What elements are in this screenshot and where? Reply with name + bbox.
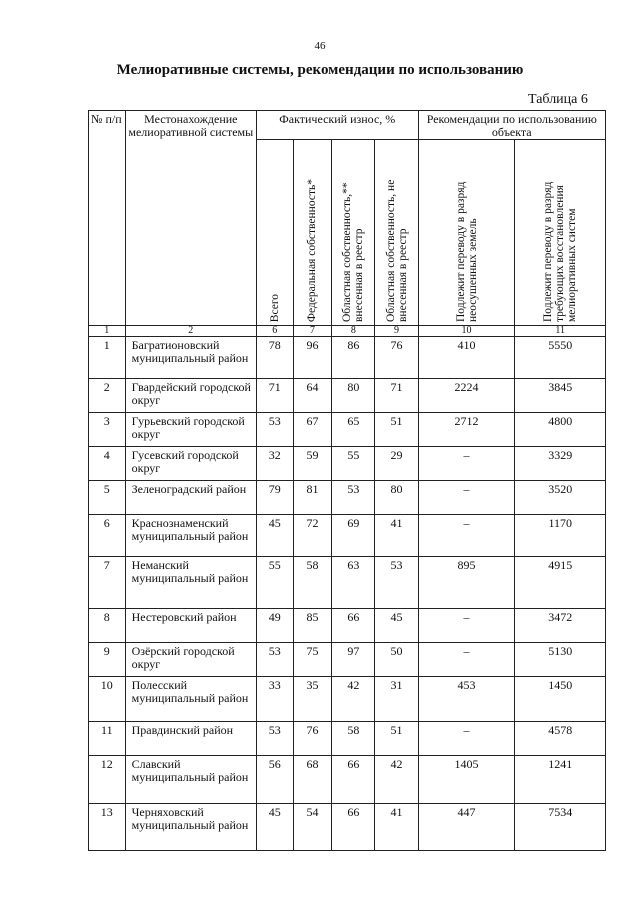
wear-regional-registered: 63 [332,557,375,609]
rec-undrained: – [418,515,515,557]
wear-regional-unregistered: 31 [375,677,418,722]
table-row [89,413,606,447]
row-number: 12 [89,756,126,804]
wear-regional-registered: 86 [332,337,375,379]
rec-undrained: – [418,643,515,677]
rec-undrained: 410 [418,337,515,379]
table-label: Таблица 6 [528,92,588,107]
rec-undrained: 2712 [418,413,515,447]
wear-regional-unregistered: 29 [375,447,418,481]
rec-restore: 3329 [515,447,606,481]
wear-regional-registered: 55 [332,447,375,481]
wear-regional-unregistered: 42 [375,756,418,804]
wear-regional-unregistered: 50 [375,643,418,677]
header-rec-restore-label: Подлежит переводу в разряд требующих восстановления мелиоративных систем [542,181,579,322]
wear-regional-unregistered: 51 [375,413,418,447]
wear-regional-unregistered: 41 [375,804,418,851]
header-federal-label: Федеральная собственность* [306,178,319,322]
wear-regional-unregistered: 80 [375,481,418,515]
page-title: Мелиоративные системы, рекомендации по использованию [116,62,524,78]
district-name: Краснознаменский муниципальный район [125,515,256,557]
table-row [89,677,606,722]
district-name: Славский муниципальный район [125,756,256,804]
district-name: Черняховский муниципальный район [125,804,256,851]
wear-total: 33 [257,677,294,722]
wear-federal: 85 [293,609,332,643]
wear-regional-registered: 66 [332,756,375,804]
wear-regional-registered: 97 [332,643,375,677]
table-row [89,804,606,851]
header-wear-group: Фактический износ, % [257,111,419,140]
wear-regional-registered: 53 [332,481,375,515]
row-number: 10 [89,677,126,722]
wear-federal: 64 [293,379,332,413]
wear-total: 32 [257,447,294,481]
wear-federal: 67 [293,413,332,447]
rec-restore: 4578 [515,722,606,756]
table-row [89,643,606,677]
wear-federal: 96 [293,337,332,379]
rec-undrained: – [418,447,515,481]
row-number: 11 [89,722,126,756]
row-number: 9 [89,643,126,677]
rec-undrained: 2224 [418,379,515,413]
wear-total: 45 [257,515,294,557]
rec-restore: 4915 [515,557,606,609]
header-num: № п/п [89,111,126,326]
row-number: 7 [89,557,126,609]
reclamation-table [88,110,606,851]
district-name: Зеленоградский район [125,481,256,515]
rec-restore: 3520 [515,481,606,515]
wear-regional-registered: 80 [332,379,375,413]
table-row [89,481,606,515]
wear-federal: 81 [293,481,332,515]
wear-regional-registered: 65 [332,413,375,447]
header-location: Местонахождение мелиоративной системы [125,111,256,326]
wear-regional-unregistered: 53 [375,557,418,609]
table-row [89,515,606,557]
table-row [89,557,606,609]
wear-regional-unregistered: 76 [375,337,418,379]
wear-total: 53 [257,722,294,756]
wear-regional-unregistered: 71 [375,379,418,413]
header-regional-unregistered [375,140,418,326]
wear-regional-unregistered: 45 [375,609,418,643]
wear-federal: 58 [293,557,332,609]
wear-regional-registered: 42 [332,677,375,722]
table-row [89,756,606,804]
column-number: 1 [89,326,126,337]
row-number: 13 [89,804,126,851]
page-number: 46 [314,40,326,52]
wear-total: 56 [257,756,294,804]
wear-federal: 68 [293,756,332,804]
wear-federal: 75 [293,643,332,677]
wear-federal: 59 [293,447,332,481]
column-number: 8 [332,326,375,337]
rec-undrained: – [418,481,515,515]
wear-federal: 72 [293,515,332,557]
wear-regional-registered: 58 [332,722,375,756]
rec-undrained: 1405 [418,756,515,804]
wear-federal: 76 [293,722,332,756]
table-row [89,609,606,643]
wear-regional-registered: 66 [332,804,375,851]
table-row [89,447,606,481]
district-name: Неманский муниципальный район [125,557,256,609]
header-total [257,140,294,326]
header-regional-registered-label: Областная собственность,** внесенная в реестр [341,182,366,322]
column-number: 6 [257,326,294,337]
wear-total: 53 [257,643,294,677]
column-number: 7 [293,326,332,337]
rec-restore: 4800 [515,413,606,447]
header-regional-registered [332,140,375,326]
row-number: 1 [89,337,126,379]
rec-undrained: – [418,609,515,643]
column-number: 9 [375,326,418,337]
district-name: Правдинский район [125,722,256,756]
rec-restore: 3845 [515,379,606,413]
table-row [89,337,606,379]
wear-total: 79 [257,481,294,515]
header-rec-restore [515,140,606,326]
wear-total: 53 [257,413,294,447]
rec-restore: 5550 [515,337,606,379]
rec-restore: 1241 [515,756,606,804]
table-row [89,379,606,413]
column-number: 11 [515,326,606,337]
district-name: Нестеровский район [125,609,256,643]
row-number: 3 [89,413,126,447]
table-row [89,722,606,756]
header-rec-undrained [418,140,515,326]
rec-restore: 1450 [515,677,606,722]
rec-restore: 7534 [515,804,606,851]
rec-undrained: 447 [418,804,515,851]
row-number: 6 [89,515,126,557]
rec-restore: 3472 [515,609,606,643]
wear-total: 45 [257,804,294,851]
district-name: Багратионовский муниципальный район [125,337,256,379]
wear-total: 78 [257,337,294,379]
district-name: Гусевский городской округ [125,447,256,481]
wear-regional-registered: 66 [332,609,375,643]
row-number: 8 [89,609,126,643]
wear-regional-unregistered: 51 [375,722,418,756]
header-recommendations-group: Рекомендации по использованию объекта [418,111,605,140]
column-number: 2 [125,326,256,337]
row-number: 2 [89,379,126,413]
row-number: 4 [89,447,126,481]
district-name: Полесский муниципальный район [125,677,256,722]
rec-restore: 5130 [515,643,606,677]
row-number: 5 [89,481,126,515]
wear-federal: 35 [293,677,332,722]
wear-federal: 54 [293,804,332,851]
column-numbers-row [89,326,606,337]
rec-undrained: – [418,722,515,756]
rec-undrained: 453 [418,677,515,722]
header-rec-undrained-label: Подлежит переводу в разряд неосушенных земель [454,181,479,322]
wear-regional-unregistered: 41 [375,515,418,557]
wear-regional-registered: 69 [332,515,375,557]
district-name: Гурьевский городской округ [125,413,256,447]
header-regional-unregistered-label: Областная собственность, не внесенная в реестр [384,179,409,322]
header-federal [293,140,332,326]
wear-total: 55 [257,557,294,609]
district-name: Озёрский городской округ [125,643,256,677]
rec-restore: 1170 [515,515,606,557]
wear-total: 71 [257,379,294,413]
column-number: 10 [418,326,515,337]
header-total-label: Всего [268,293,281,322]
wear-total: 49 [257,609,294,643]
rec-undrained: 895 [418,557,515,609]
district-name: Гвардейский городской округ [125,379,256,413]
